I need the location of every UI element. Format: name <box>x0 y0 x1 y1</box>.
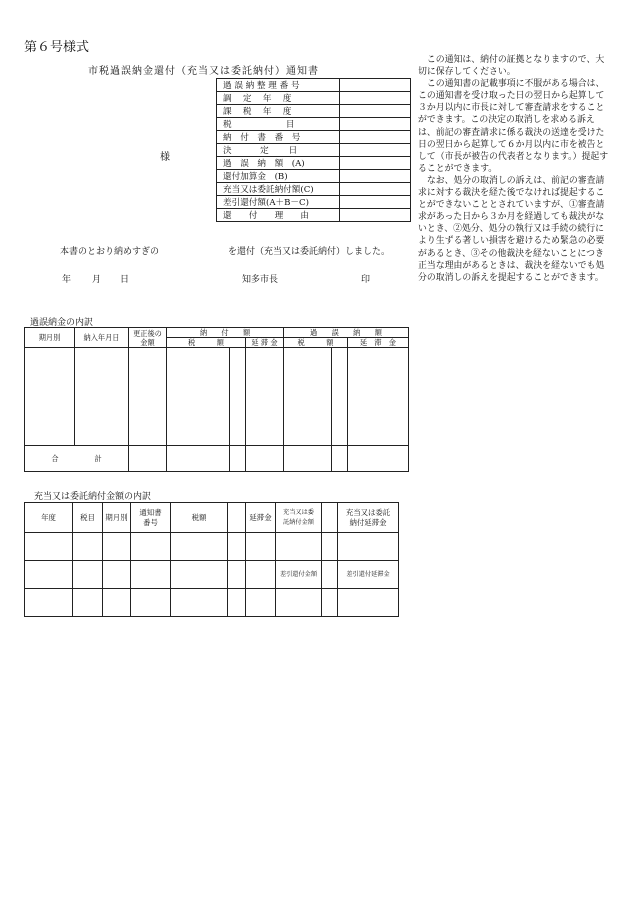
info-value <box>340 105 411 118</box>
info-row <box>217 170 411 183</box>
date-month: 月 <box>92 275 102 285</box>
statement-right: を還付（充当又は委託納付）しました。 <box>228 247 391 257</box>
info-label: 差引還付額(A＋B－C) <box>217 196 340 209</box>
overpayment-table <box>24 327 409 472</box>
info-label: 過 誤 納 額 (A) <box>217 157 340 170</box>
info-value <box>340 170 411 183</box>
note-paragraph: この通知書の記載事項に不服がある場合は、この通知書を受け取った日の翌日から起算して３か月以内に市長に対して審査請求をすることができます。この決定の取消しを求める訴えは、前記の審査請求に係る裁決の送達を受けた日の翌日から起算して６か月以内に市を被告として（市長が被告の代表者となります。）提起することができます。 <box>418 79 609 174</box>
info-label: 決 定 日 <box>217 144 340 157</box>
net-refund-label: 差引還付金額 <box>276 561 322 589</box>
info-value <box>340 131 411 144</box>
info-label: 納 付 書 番 号 <box>217 131 340 144</box>
sub-tax: 税 額 <box>167 338 246 348</box>
table-row <box>25 589 399 617</box>
info-value <box>340 209 411 222</box>
sub-late: 延 滞 金 <box>246 338 284 348</box>
info-row <box>217 183 411 196</box>
info-row <box>217 131 411 144</box>
sub-tax: 税 額 <box>284 338 348 348</box>
col-period: 期月別 <box>25 328 75 348</box>
table-row <box>25 561 399 589</box>
col-notice: 通知書 番号 <box>131 503 171 533</box>
info-label: 税 目 <box>217 118 340 131</box>
info-value <box>340 183 411 196</box>
info-row <box>217 144 411 157</box>
notice-info-table <box>216 78 411 222</box>
col-paid-date: 納入年月日 <box>75 328 129 348</box>
date-day: 日 <box>120 275 130 285</box>
col-corrected-line: 金額 <box>140 337 155 347</box>
info-row <box>217 157 411 170</box>
form-number: 第６号様式 <box>24 40 90 55</box>
table-row <box>25 348 409 446</box>
overpayment-heading: 過誤納金の内訳 <box>30 318 94 328</box>
net-refund-late-label: 差引還付延滞金 <box>338 561 399 589</box>
info-value <box>340 144 411 157</box>
note-paragraph: なお、処分の取消しの訴えは、前記の審査請求に対する裁決を経た後でなければ提起することができないこととされていますが、①審査請求があった日から３か月を経過しても裁決がないとき、②処分、処分の執行又は手続の続行により生ずる著しい損害を避けるため緊急の必要があるとき、③その他裁決を経ないことにつき正当な理由があるときは、裁決を経ないでも処分の取消しの訴えを提起することができます。 <box>418 175 605 283</box>
info-label: 過 誤 納 整 理 番 号 <box>217 79 340 92</box>
info-label: 還付加算金 (B) <box>217 170 340 183</box>
credit-table <box>24 502 399 617</box>
info-row <box>217 118 411 131</box>
table-row <box>25 533 399 561</box>
info-row <box>217 92 411 105</box>
info-row <box>217 196 411 209</box>
info-value <box>340 92 411 105</box>
date-year: 年 <box>62 275 72 285</box>
group-paid: 納 付 額 <box>167 328 284 338</box>
col-year: 年度 <box>25 503 73 533</box>
total-row <box>25 446 409 472</box>
info-value <box>340 79 411 92</box>
info-label: 充当又は委託納付額(C) <box>217 183 340 196</box>
info-value <box>340 118 411 131</box>
col-late: 延滞金 <box>246 503 276 533</box>
addressee-suffix: 様 <box>160 152 170 163</box>
col-period: 期月別 <box>103 503 131 533</box>
sub-late: 延 滞 金 <box>348 338 409 348</box>
info-value <box>340 157 411 170</box>
info-label: 調 定 年 度 <box>217 92 340 105</box>
col-corrected <box>129 328 167 348</box>
info-label: 課 税 年 度 <box>217 105 340 118</box>
col-credit-late: 充当又は委託 納付延滞金 <box>338 503 399 533</box>
info-row <box>217 79 411 92</box>
issuer: 知多市長 <box>242 275 279 285</box>
col-corrected-line: 更正後の <box>133 328 162 338</box>
info-value <box>340 196 411 209</box>
note-paragraph: この通知は、納付の証拠となりますので、大切に保存してください。 <box>418 55 605 78</box>
document-title: 市税過誤納金還付（充当又は委託納付）通知書 <box>88 66 319 77</box>
statement-left: 本書のとおり納めすぎの <box>60 247 160 257</box>
info-row <box>217 209 411 222</box>
notes <box>418 54 612 284</box>
info-label: 還 付 理 由 <box>217 209 340 222</box>
col-credit-amount: 充当又は委 託納付金額 <box>276 503 322 533</box>
seal-mark: 印 <box>361 275 371 285</box>
col-item: 税目 <box>73 503 103 533</box>
total-label: 合 計 <box>25 446 129 472</box>
info-row <box>217 105 411 118</box>
credit-heading: 充当又は委託納付金額の内訳 <box>34 492 152 502</box>
group-over: 過 誤 納 額 <box>284 328 409 338</box>
col-tax: 税額 <box>171 503 228 533</box>
